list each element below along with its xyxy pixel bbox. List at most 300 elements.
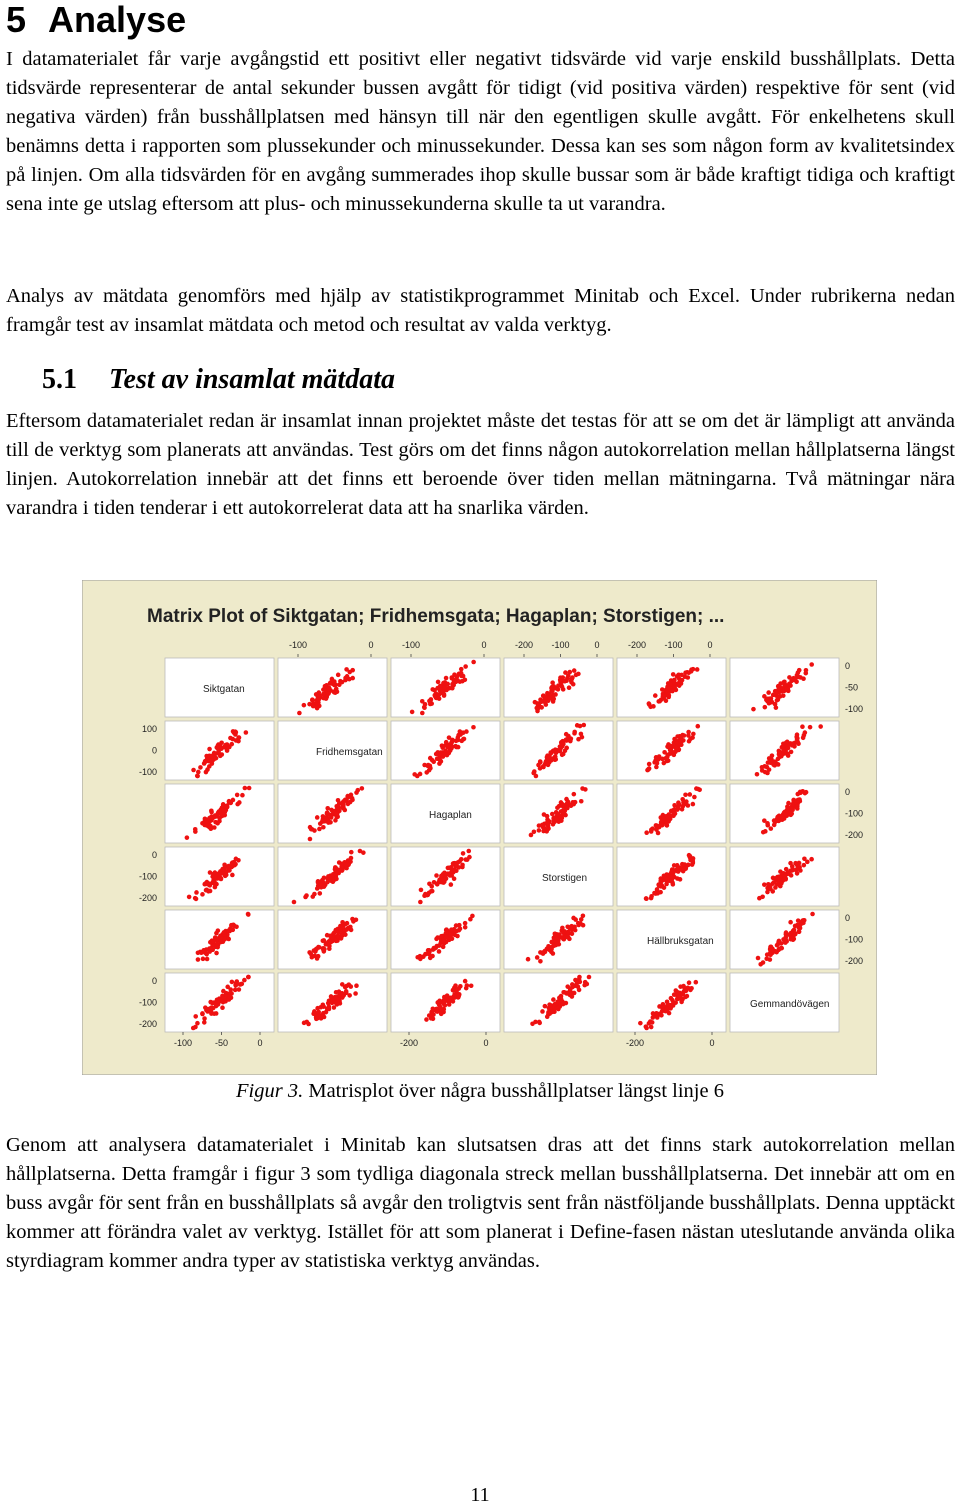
- data-point: [346, 802, 351, 807]
- data-point: [222, 937, 227, 942]
- data-point: [450, 682, 455, 687]
- data-point: [579, 799, 584, 804]
- paragraph-intro: I datamaterialet får varje avgångstid ett positivt eller negativt tidsvärde vid varje enskild busshållplats. Detta tidsvärde representerar de antal sekunder bussen avgått för tidigt (vid positiva värden) respektive för sent (vid negativa värden) från busshållplatsen med hänsyn till när den egentligen skulle avgått. För enkelhetens skull benämns detta i rapporten som plussekunder och minussekunder. Dessa kan ses som någon form av kvalitetsindex på linjen. Om alla tidsvärden för en avgång summerades ihop skulle bussar som är både kraftigt tidiga och kraftigt sena inte ge utslag eftersom att plus- och minussekunderna skulle ta ut varandra.: [6, 48, 955, 215]
- data-point: [314, 946, 319, 951]
- data-point: [805, 860, 810, 865]
- data-point: [679, 734, 684, 739]
- data-point: [443, 1003, 448, 1008]
- page-number: 11: [470, 1484, 490, 1506]
- data-point: [317, 690, 322, 695]
- data-point: [551, 997, 556, 1002]
- data-point: [694, 980, 699, 985]
- data-point: [688, 792, 693, 797]
- data-point: [355, 788, 360, 793]
- data-point: [461, 851, 466, 856]
- data-point: [695, 667, 700, 672]
- variable-label: Storstigen: [542, 873, 588, 884]
- data-point: [818, 724, 823, 729]
- variable-label: Hällbruksgatan: [647, 936, 714, 947]
- data-point: [321, 818, 326, 823]
- data-point: [560, 684, 565, 689]
- data-point: [213, 885, 218, 890]
- data-point: [669, 749, 674, 754]
- data-point: [195, 1021, 200, 1026]
- data-point: [773, 876, 778, 881]
- data-point: [784, 930, 789, 935]
- data-point: [797, 668, 802, 673]
- tick-label: -100: [845, 934, 864, 945]
- data-point: [247, 786, 252, 791]
- data-point: [353, 991, 358, 996]
- data-point: [638, 1021, 643, 1026]
- data-point: [465, 983, 470, 988]
- data-point: [691, 802, 696, 807]
- data-point: [321, 938, 326, 943]
- data-point: [334, 811, 339, 816]
- data-point: [234, 924, 239, 929]
- data-point: [691, 732, 696, 737]
- tick-label: 100: [141, 724, 157, 734]
- data-point: [547, 1002, 552, 1007]
- caption-text: Matrisplot över några busshållplatser längst linje 6: [308, 1080, 724, 1102]
- data-point: [666, 687, 671, 692]
- data-point: [669, 1005, 674, 1010]
- data-point: [431, 1007, 436, 1012]
- data-point: [304, 1020, 309, 1025]
- data-point: [776, 757, 781, 762]
- data-point: [212, 1011, 217, 1016]
- data-point: [660, 823, 665, 828]
- data-point: [329, 940, 334, 945]
- data-point: [809, 662, 814, 667]
- tick-label: -200: [399, 1038, 419, 1048]
- data-point: [312, 828, 317, 833]
- data-point: [549, 940, 554, 945]
- data-point: [767, 701, 772, 706]
- data-point: [644, 1024, 649, 1029]
- data-point: [427, 952, 432, 957]
- data-point: [660, 757, 665, 762]
- data-point: [334, 877, 339, 882]
- tick-label: 0: [368, 640, 374, 650]
- data-point: [435, 882, 440, 887]
- data-point: [676, 804, 681, 809]
- tick-label: -200: [627, 640, 647, 650]
- data-point: [444, 740, 449, 745]
- data-point: [227, 800, 232, 805]
- data-point: [576, 923, 581, 928]
- data-point: [321, 1004, 326, 1009]
- data-point: [205, 957, 210, 962]
- data-point: [452, 992, 457, 997]
- data-point: [576, 984, 581, 989]
- data-point: [227, 868, 232, 873]
- data-point: [804, 668, 809, 673]
- data-point: [669, 874, 674, 879]
- data-point: [309, 952, 314, 957]
- tick-label: -100: [401, 640, 421, 650]
- data-point: [191, 768, 196, 773]
- data-point: [246, 912, 251, 917]
- data-point: [349, 793, 354, 798]
- data-point: [537, 828, 542, 833]
- data-point: [222, 930, 227, 935]
- data-point: [322, 875, 327, 880]
- tick-label: 0: [845, 787, 851, 797]
- data-point: [669, 869, 674, 874]
- data-point: [773, 885, 778, 890]
- tick-label: 0: [845, 661, 851, 671]
- tick-label: -100: [288, 640, 308, 650]
- data-point: [692, 795, 697, 800]
- data-point: [444, 676, 449, 681]
- data-point: [297, 711, 302, 716]
- data-point: [652, 891, 657, 896]
- data-point: [783, 873, 788, 878]
- data-point: [444, 682, 449, 687]
- data-point: [341, 993, 346, 998]
- tick-label: 0: [481, 640, 487, 650]
- tick-label: 0: [151, 745, 157, 756]
- data-point: [768, 887, 773, 892]
- data-point: [558, 678, 563, 683]
- data-point: [332, 690, 337, 695]
- data-point: [348, 984, 353, 989]
- data-point: [763, 705, 768, 710]
- variable-label: Gemmandövägen: [750, 999, 830, 1010]
- data-point: [531, 771, 536, 776]
- data-point: [578, 980, 583, 985]
- data-point: [213, 820, 218, 825]
- data-point: [768, 957, 773, 962]
- data-point: [454, 745, 459, 750]
- data-point: [225, 985, 230, 990]
- data-point: [230, 873, 235, 878]
- data-point: [231, 729, 236, 734]
- data-point: [459, 857, 464, 862]
- data-point: [349, 850, 354, 855]
- data-point: [347, 670, 352, 675]
- data-point: [219, 999, 224, 1004]
- data-point: [684, 989, 689, 994]
- data-point: [223, 874, 228, 879]
- data-point: [424, 1017, 429, 1022]
- data-point: [204, 888, 209, 893]
- data-point: [784, 687, 789, 692]
- data-point: [766, 882, 771, 887]
- data-point: [214, 756, 219, 761]
- data-point: [555, 805, 560, 810]
- data-point: [442, 752, 447, 757]
- data-point: [454, 739, 459, 744]
- data-point: [566, 735, 571, 740]
- data-point: [442, 877, 447, 882]
- data-point: [227, 994, 232, 999]
- data-point: [354, 917, 359, 922]
- data-point: [246, 975, 251, 980]
- subsection-number: 5.1: [42, 364, 77, 395]
- data-point: [456, 994, 461, 999]
- data-point: [654, 765, 659, 770]
- data-point: [315, 886, 320, 891]
- data-point: [793, 932, 798, 937]
- data-point: [339, 936, 344, 941]
- data-point: [336, 930, 341, 935]
- data-point: [420, 699, 425, 704]
- data-point: [770, 948, 775, 953]
- data-point: [209, 809, 214, 814]
- data-point: [653, 693, 658, 698]
- data-point: [561, 811, 566, 816]
- data-point: [315, 815, 320, 820]
- data-point: [778, 681, 783, 686]
- data-point: [585, 982, 590, 987]
- data-point: [644, 896, 649, 901]
- data-point: [330, 677, 335, 682]
- data-point: [550, 1010, 555, 1015]
- data-point: [463, 925, 468, 930]
- data-point: [316, 697, 321, 702]
- data-point: [540, 1009, 545, 1014]
- data-point: [436, 680, 441, 685]
- data-point: [696, 787, 701, 792]
- data-point: [217, 816, 222, 821]
- data-point: [236, 858, 241, 863]
- data-point: [572, 668, 577, 673]
- data-point: [438, 684, 443, 689]
- tick-label: -200: [138, 1019, 157, 1029]
- data-point: [343, 922, 348, 927]
- data-point: [561, 1002, 566, 1007]
- data-point: [233, 983, 238, 988]
- data-point: [579, 917, 584, 922]
- data-point: [344, 927, 349, 932]
- matrix-plot-figure: [82, 580, 877, 1075]
- data-point: [683, 670, 688, 675]
- data-point: [452, 876, 457, 881]
- data-point: [427, 882, 432, 887]
- data-point: [790, 802, 795, 807]
- data-point: [668, 744, 673, 749]
- data-point: [348, 925, 353, 930]
- data-point: [556, 687, 561, 692]
- data-point: [343, 985, 348, 990]
- data-point: [787, 682, 792, 687]
- data-point: [798, 926, 803, 931]
- data-point: [804, 790, 809, 795]
- data-point: [220, 867, 225, 872]
- data-point: [541, 829, 546, 834]
- subsection-title: Test av insamlat mätdata: [109, 364, 395, 395]
- tick-label: 0: [709, 1038, 715, 1048]
- data-point: [327, 878, 332, 883]
- data-point: [210, 939, 215, 944]
- data-point: [685, 994, 690, 999]
- data-point: [325, 933, 330, 938]
- data-point: [208, 1000, 213, 1005]
- data-point: [777, 750, 782, 755]
- data-point: [343, 932, 348, 937]
- data-point: [802, 863, 807, 868]
- data-point: [205, 882, 210, 887]
- data-point: [361, 850, 366, 855]
- data-point: [447, 865, 452, 870]
- data-point: [796, 798, 801, 803]
- data-point: [427, 699, 432, 704]
- data-point: [439, 759, 444, 764]
- data-point: [238, 982, 243, 987]
- data-point: [348, 859, 353, 864]
- data-point: [661, 816, 666, 821]
- data-point: [326, 691, 331, 696]
- data-point: [670, 813, 675, 818]
- data-point: [672, 678, 677, 683]
- data-point: [448, 873, 453, 878]
- data-point: [755, 772, 760, 777]
- data-point: [225, 742, 230, 747]
- data-point: [200, 892, 205, 897]
- data-point: [672, 737, 677, 742]
- data-point: [569, 924, 574, 929]
- data-point: [437, 949, 442, 954]
- data-point: [312, 892, 317, 897]
- data-point: [774, 691, 779, 696]
- data-point: [563, 670, 568, 675]
- data-point: [548, 750, 553, 755]
- data-point: [538, 760, 543, 765]
- data-point: [205, 1008, 210, 1013]
- data-point: [420, 711, 425, 716]
- data-point: [460, 865, 465, 870]
- data-point: [304, 893, 309, 898]
- data-point: [576, 737, 581, 742]
- data-point: [680, 807, 685, 812]
- variable-label: Fridhemsgatan: [316, 747, 383, 758]
- data-point: [449, 746, 454, 751]
- paragraph-test: Eftersom datamaterialet redan är insamlat innan projektet måste det testas för att se om det är lämpligt att använda till de verktyg som planerats att användas. Test görs om det finns någon autokorrelation mellan hållplatserna längst linjen. Autokorrelation innebär att det finns ett beroende över tiden mellan mätningarna. Två mätningar nära varandra i tiden tenderar i ett autokorrelerat data att ha snarlika värden.: [6, 410, 955, 519]
- tick-label: 0: [483, 1038, 489, 1048]
- data-point: [650, 826, 655, 831]
- data-point: [790, 864, 795, 869]
- data-point: [442, 692, 447, 697]
- data-point: [539, 699, 544, 704]
- data-point: [676, 991, 681, 996]
- figure-caption: [0, 1077, 960, 1105]
- tick-label: -100: [664, 640, 683, 650]
- data-point: [687, 739, 692, 744]
- data-point: [230, 980, 235, 985]
- data-point: [228, 736, 233, 741]
- data-point: [562, 929, 567, 934]
- data-point: [673, 1000, 678, 1005]
- data-point: [544, 702, 549, 707]
- data-point: [458, 729, 463, 734]
- data-point: [796, 741, 801, 746]
- data-point: [213, 870, 218, 875]
- data-point: [422, 893, 427, 898]
- data-point: [332, 683, 337, 688]
- data-point: [343, 808, 348, 813]
- data-point: [454, 863, 459, 868]
- data-point: [237, 987, 242, 992]
- data-point: [214, 951, 219, 956]
- data-point: [333, 867, 338, 872]
- data-point: [207, 747, 212, 752]
- data-point: [449, 882, 454, 887]
- data-point: [689, 667, 694, 672]
- data-point: [243, 786, 248, 791]
- tick-label: 0: [594, 640, 600, 650]
- data-point: [795, 871, 800, 876]
- data-point: [756, 956, 761, 961]
- data-point: [771, 762, 776, 767]
- data-point: [463, 921, 468, 926]
- data-point: [463, 979, 468, 984]
- data-point: [546, 763, 551, 768]
- data-point: [679, 742, 684, 747]
- data-point: [788, 920, 793, 925]
- data-point: [775, 943, 780, 948]
- data-point: [302, 703, 307, 708]
- data-point: [218, 940, 223, 945]
- data-point: [679, 678, 684, 683]
- matrix-plot: [82, 580, 877, 1075]
- data-point: [459, 739, 464, 744]
- data-point: [572, 792, 577, 797]
- data-point: [202, 761, 207, 766]
- data-point: [573, 800, 578, 805]
- data-point: [201, 957, 206, 962]
- data-point: [536, 706, 541, 711]
- subsection-heading: [42, 362, 395, 398]
- section-number: 5: [6, 0, 27, 40]
- tick-label: -100: [551, 640, 570, 650]
- data-point: [656, 699, 661, 704]
- data-point: [645, 768, 650, 773]
- data-point: [565, 991, 570, 996]
- data-point: [680, 992, 685, 997]
- data-point: [471, 725, 476, 730]
- data-point: [439, 934, 444, 939]
- data-point: [555, 817, 560, 822]
- data-point: [354, 983, 359, 988]
- data-point: [678, 984, 683, 989]
- data-point: [327, 1007, 332, 1012]
- data-point: [778, 946, 783, 951]
- data-point: [647, 762, 652, 767]
- data-point: [418, 900, 423, 905]
- tick-label: -200: [514, 640, 534, 650]
- data-point: [418, 954, 423, 959]
- data-point: [344, 989, 349, 994]
- data-point: [202, 820, 207, 825]
- tick-label: -100: [138, 997, 157, 1008]
- data-point: [762, 882, 767, 887]
- data-point: [760, 894, 765, 899]
- data-point: [543, 695, 548, 700]
- data-point: [437, 943, 442, 948]
- data-point: [205, 767, 210, 772]
- data-point: [450, 686, 455, 691]
- data-point: [691, 859, 696, 864]
- data-point: [566, 935, 571, 940]
- data-point: [798, 675, 803, 680]
- data-point: [336, 673, 341, 678]
- data-point: [647, 701, 652, 706]
- data-point: [340, 680, 345, 685]
- tick-label: -100: [138, 767, 157, 777]
- data-point: [315, 1016, 320, 1021]
